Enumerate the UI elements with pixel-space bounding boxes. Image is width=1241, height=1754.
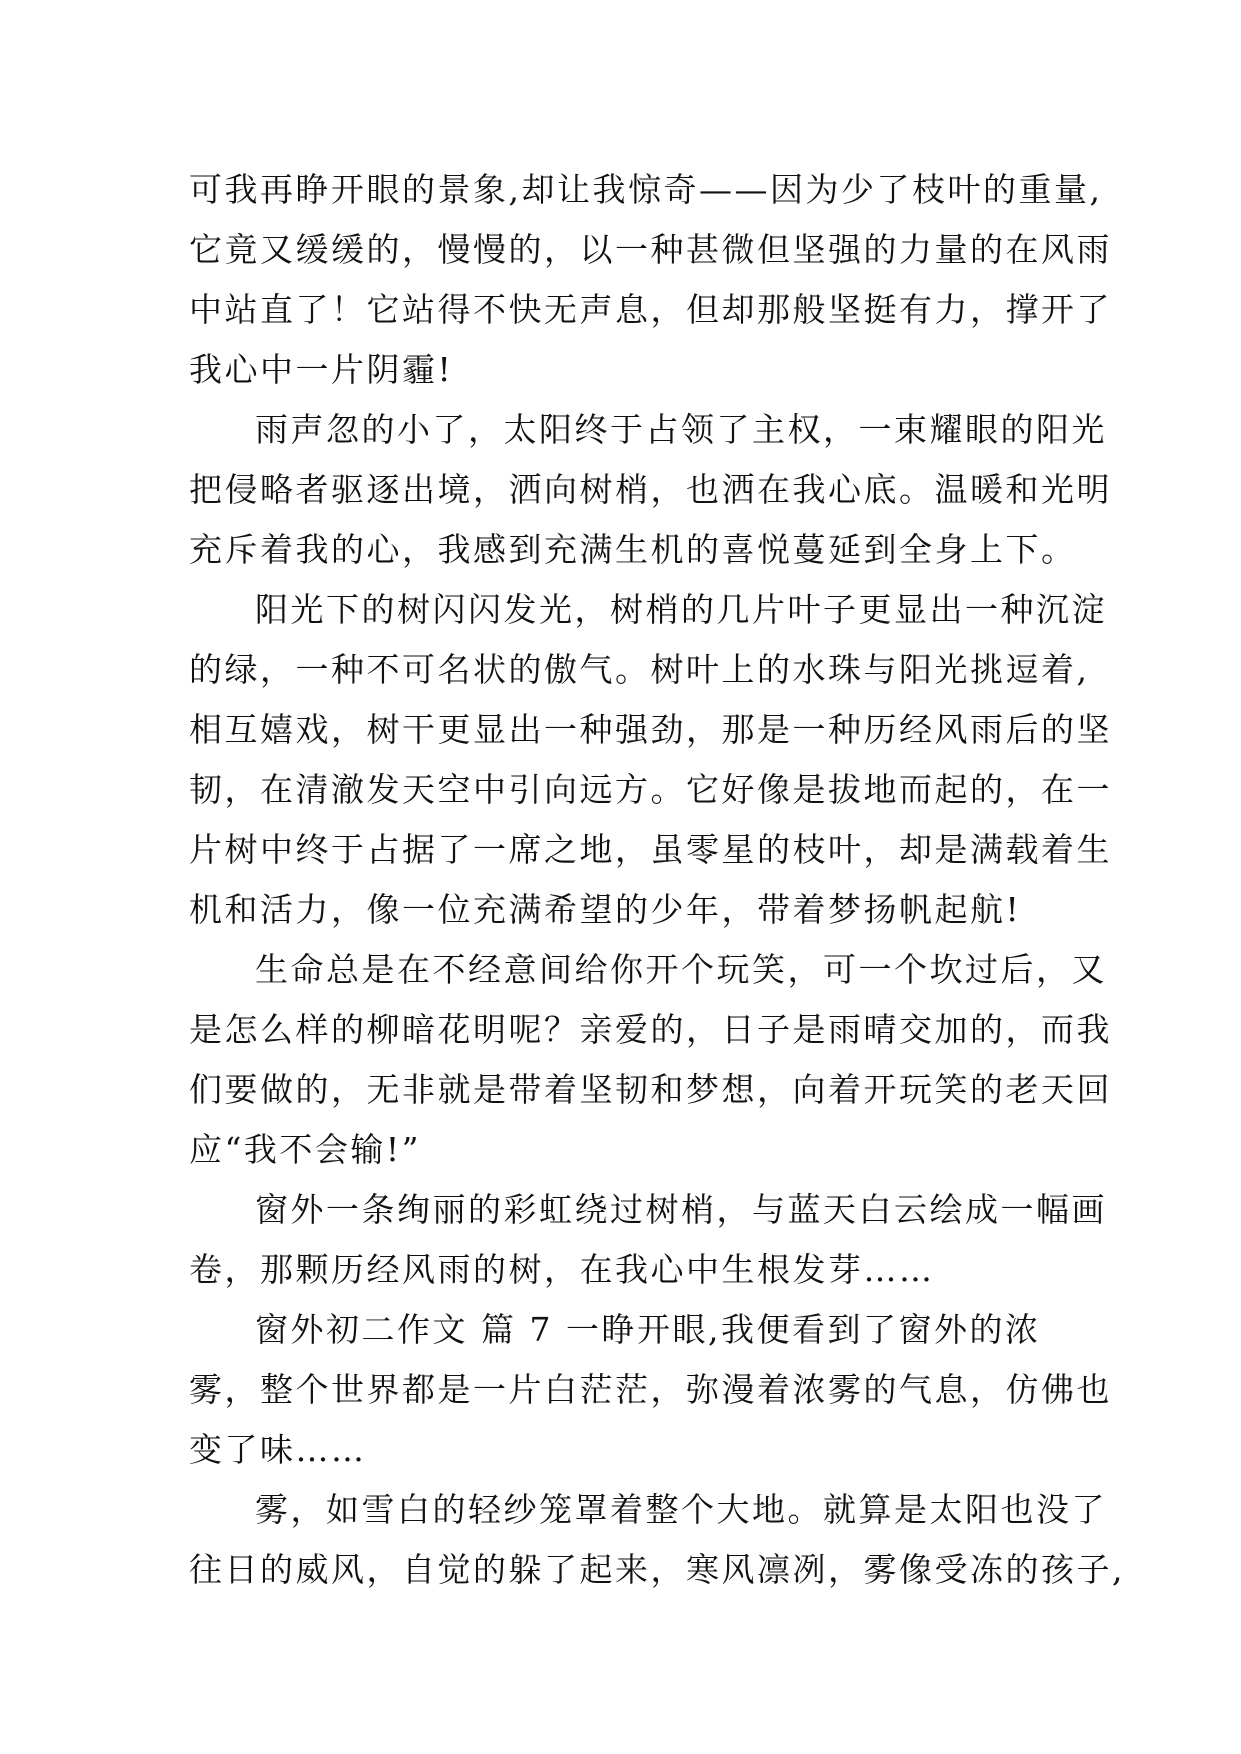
text-line: 片树中终于占据了一席之地，虽零星的枝叶，却是满载着生 bbox=[189, 830, 1112, 869]
text-line: 我心中一片阴霾! bbox=[189, 350, 454, 389]
text-line: 它竟又缓缓的，慢慢的，以一种甚微但坚强的力量的在风雨 bbox=[189, 230, 1112, 269]
paragraph-first-line: 窗外一条绚丽的彩虹绕过树梢，与蓝天白云绘成一幅画 bbox=[255, 1190, 1107, 1229]
text-line: 韧，在清澈发天空中引向远方。它好像是拔地而起的，在一 bbox=[189, 770, 1112, 809]
text-line: 相互嬉戏，树干更显出一种强劲，那是一种历经风雨后的坚 bbox=[189, 710, 1112, 749]
text-line: 中站直了！它站得不快无声息，但却那般坚挺有力，撑开了 bbox=[189, 290, 1112, 329]
essay-body bbox=[189, 160, 1125, 1600]
paragraph-first-line: 雨声忽的小了，太阳终于占领了主权，一束耀眼的阳光 bbox=[255, 410, 1107, 449]
text-line: 机和活力，像一位充满希望的少年，带着梦扬帆起航! bbox=[189, 890, 1022, 929]
text-line: 把侵略者驱逐出境，洒向树梢，也洒在我心底。温暖和光明 bbox=[189, 470, 1112, 509]
text-line: 充斥着我的心，我感到充满生机的喜悦蔓延到全身上下。 bbox=[189, 530, 1077, 569]
text-line: 应“我不会输!” bbox=[189, 1130, 422, 1169]
text-line: 是怎么样的柳暗花明呢？亲爱的，日子是雨晴交加的，而我 bbox=[189, 1010, 1112, 1049]
text-line: 往日的威风，自觉的躲了起来，寒风凛冽，雾像受冻的孩子, bbox=[189, 1550, 1125, 1589]
paragraph-first-line: 生命总是在不经意间给你开个玩笑，可一个坎过后，又 bbox=[255, 950, 1107, 989]
text-line: 雾，整个世界都是一片白茫茫，弥漫着浓雾的气息，仿佛也 bbox=[189, 1370, 1112, 1409]
text-line: 变了味…… bbox=[189, 1430, 367, 1469]
section-heading-line: 窗外初二作文 篇 7 一睁开眼,我便看到了窗外的浓 bbox=[255, 1310, 1041, 1349]
paragraph-first-line: 阳光下的树闪闪发光，树梢的几片叶子更显出一种沉淀 bbox=[255, 590, 1107, 629]
text-line: 的绿，一种不可名状的傲气。树叶上的水珠与阳光挑逗着, bbox=[189, 650, 1090, 689]
text-line: 们要做的，无非就是带着坚韧和梦想，向着开玩笑的老天回 bbox=[189, 1070, 1112, 1109]
paragraph-first-line: 雾，如雪白的轻纱笼罩着整个大地。就算是太阳也没了 bbox=[255, 1490, 1107, 1529]
text-line: 可我再睁开眼的景象,却让我惊奇——因为少了枝叶的重量, bbox=[189, 170, 1103, 209]
text-line: 卷，那颗历经风雨的树，在我心中生根发芽…… bbox=[189, 1250, 935, 1289]
